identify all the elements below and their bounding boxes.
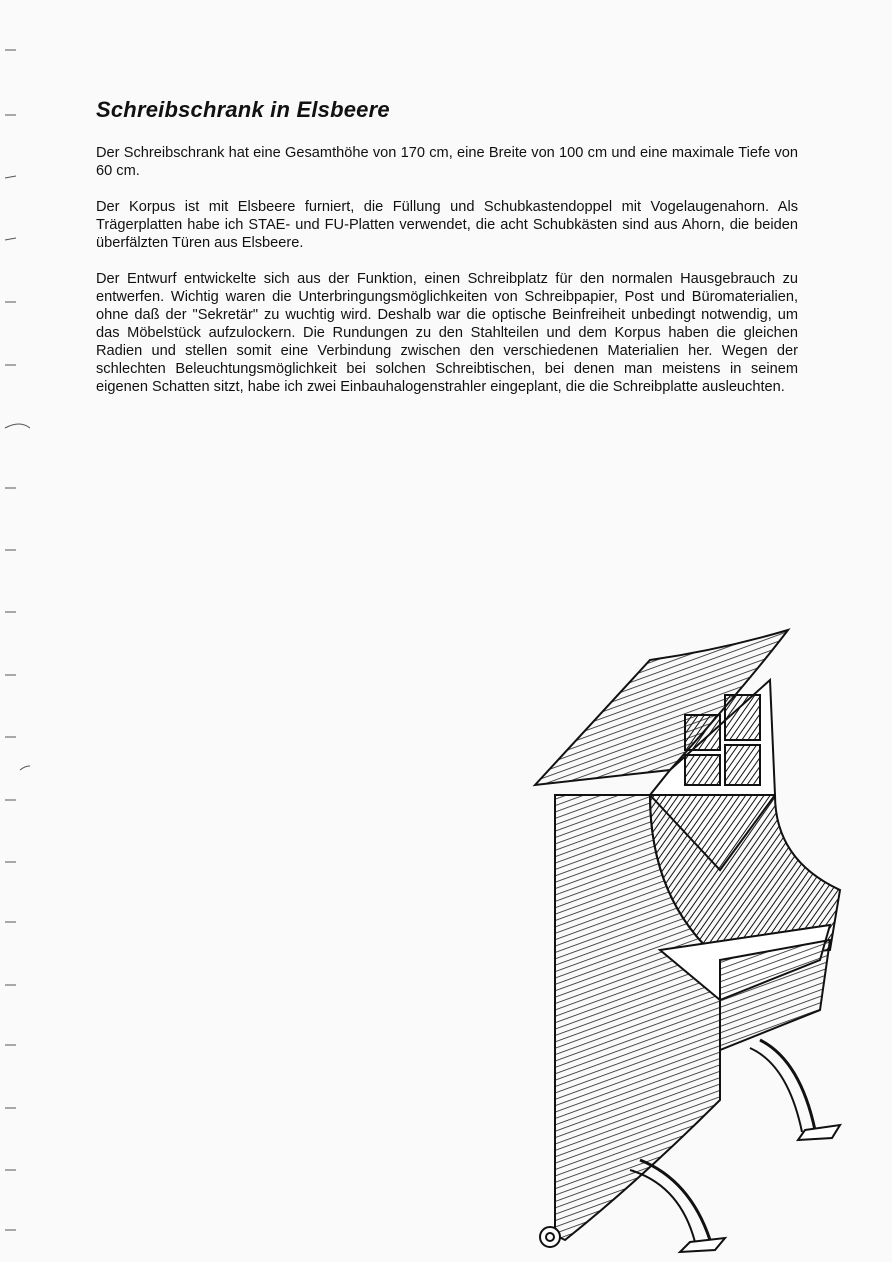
binder-margin-marks <box>0 0 30 1262</box>
body-text <box>96 144 798 414</box>
paragraph-dimensions: Der Schreibschrank hat eine Gesamthöhe von 170 cm, eine Breite von 100 cm und eine maximale Tiefe von 60 cm. <box>96 145 798 179</box>
cabinet-illustration <box>520 620 860 1260</box>
paragraph-design: Der Entwurf entwickelte sich aus der Funktion, einen Schreibplatz für den normalen Hausgebrauch zu entwerfen. Wichtig waren die Unterbringungsmöglichkeiten von Schreibpapier, Post und Büromaterialien, ohne daß der "Sekretär" zu wuchtig wird. Deshalb war die optische Beinfreiheit unbedingt notwendig, um das Möbelstück aufzulockern. Die Rundungen zu den Stahlteilen und dem Korpus haben die gleichen Radien und stellen somit eine Verbindung zwischen den verschiedenen Materialien her. Wegen der schlechten Beleuchtungsmöglichkeit bei solchen Schreibtischen, bei denen man meistens in seinem eigenen Schatten sitzt, habe ich zwei Einbauhalogenstrahler eingeplant, die die Schreibplatte ausleuchten. <box>96 271 798 395</box>
page-title: Schreibschrank in Elsbeere <box>96 97 390 122</box>
paragraph-materials: Der Korpus ist mit Elsbeere furniert, die Füllung und Schubkastendoppel mit Vogelaugenahorn. Als Trägerplatten habe ich STAE- und FU-Platten verwendet, die acht Schubkästen sind aus Ahorn, die beiden überfälzten Türen aus Elsbeere. <box>96 199 798 251</box>
